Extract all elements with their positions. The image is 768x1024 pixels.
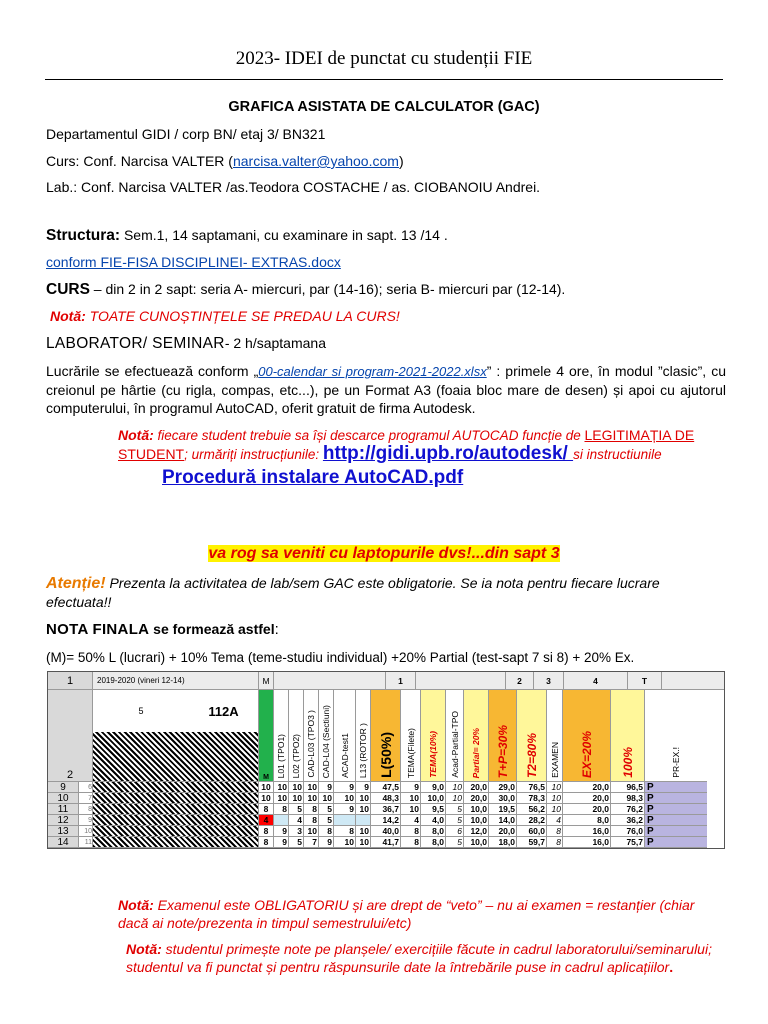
procedura-autocad-link[interactable]: Procedură instalare AutoCAD.pdf (162, 467, 464, 488)
col-header-label: T2=80% (524, 732, 539, 778)
col-4-marker: 4 (564, 672, 628, 690)
nota-autocad-text2: ; urmăriți instrucțiunile: (184, 447, 323, 462)
grade-cell: 8 (319, 826, 334, 837)
grade-cell: 4,0 (421, 815, 446, 826)
grade-cell: 47,5 (371, 782, 401, 793)
grade-cell (334, 815, 356, 826)
grade-cell: 6 (446, 826, 464, 837)
col-header-label: L02 (TPO2) (291, 733, 301, 778)
student-index: 7 (79, 793, 93, 804)
grade-cell: 5 (319, 815, 334, 826)
grade-cell: P (645, 837, 707, 848)
grade-cell: 8 (547, 826, 563, 837)
col-header-label: ACAD-test1 (339, 733, 350, 778)
curs-schedule-text: – din 2 in 2 sapt: seria A- miercuri, par (14-16); seria B- miercuri par (12-14). (89, 281, 566, 297)
grade-cell: 9,0 (421, 782, 446, 793)
col-header-17 (645, 690, 707, 782)
redacted-name (93, 815, 259, 826)
col-header-3 (304, 690, 319, 782)
nota-note (126, 940, 726, 976)
grade-cell: 20,0 (464, 782, 489, 793)
col-header-label: L01 (TPO1) (276, 733, 286, 778)
col-header-11 (464, 690, 489, 782)
grade-cell (274, 815, 289, 826)
grade-m: 8 (259, 804, 274, 815)
laborator-line (46, 334, 326, 353)
grade-cell: 8 (401, 837, 421, 848)
grade-cell: 10 (274, 793, 289, 804)
grade-cell: 29,0 (489, 782, 517, 793)
grade-cell: 20,0 (464, 793, 489, 804)
col-header-label: TEMA(10%) (428, 731, 438, 778)
col-header-15 (563, 690, 611, 782)
col-header-label: L13 (ROTOR ) (358, 722, 368, 778)
col-header-label: 100% (620, 747, 635, 778)
grade-cell: 41,7 (371, 837, 401, 848)
grade-cell: P (645, 826, 707, 837)
student-index: 8 (79, 804, 93, 815)
nota-autocad (118, 426, 724, 464)
grade-cell: 4 (289, 815, 304, 826)
structura-text: Sem.1, 14 saptamani, cu examinare in sapt. 13 /14 . (120, 227, 448, 243)
grade-cell: 28,2 (517, 815, 547, 826)
grade-cell: 9 (274, 826, 289, 837)
row-number: 13 (48, 826, 79, 837)
col-header-10 (446, 690, 464, 782)
grade-m: 4 (259, 815, 274, 826)
redacted-names (93, 732, 259, 782)
grade-cell: 10 (304, 826, 319, 837)
grade-cell: 10,0 (464, 837, 489, 848)
nota-label: Notă: (126, 941, 162, 957)
grade-cell: 9 (319, 837, 334, 848)
grade-cell: 9 (401, 782, 421, 793)
grade-cell: 10 (304, 793, 319, 804)
grade-cell: 10,0 (464, 804, 489, 815)
grade-cell: 14,0 (489, 815, 517, 826)
col-t-marker: T (628, 672, 662, 690)
nota-label: Notă: (118, 427, 154, 443)
row-header-1: 1 (48, 672, 93, 690)
grade-cell: 9 (319, 782, 334, 793)
col-header-9 (421, 690, 446, 782)
row-number: 11 (48, 804, 79, 815)
col-header-label: T+P=30% (495, 724, 510, 778)
course-title: GRAFICA ASISTATA DE CALCULATOR (GAC) (228, 99, 540, 115)
col-header-4 (319, 690, 334, 782)
grade-cell: 5 (289, 804, 304, 815)
redacted-name (93, 826, 259, 837)
row-number: 12 (48, 815, 79, 826)
grade-cell: 10,0 (421, 793, 446, 804)
structura-line (46, 226, 448, 245)
grade-cell: 18,0 (489, 837, 517, 848)
email-link[interactable]: narcisa.valter@yahoo.com (232, 153, 399, 169)
grade-cell (356, 815, 371, 826)
redacted-name (93, 782, 259, 793)
atentie-paragraph (46, 574, 726, 611)
structura-label: Structura: (46, 227, 121, 244)
grade-cell: 5 (446, 804, 464, 815)
laborator-text: - 2 h/saptamana (224, 335, 326, 351)
grade-cell: 30,0 (489, 793, 517, 804)
nota-finala-suffix: se formează astfel (149, 621, 275, 637)
nota-autocad-text3: si instructiunile (573, 447, 662, 462)
grade-cell: 9 (274, 837, 289, 848)
col-header-14 (547, 690, 563, 782)
col-header-label: Partial= 20% (471, 727, 481, 778)
grade-cell: 98,3 (611, 793, 645, 804)
col-header-8 (401, 690, 421, 782)
lucrari-post: ” : primele 4 ore, în modul ”clasic”, cu creionul pe hârtie (cu rigla, compas, etc...), pe un Format A3 (foaia bloc mare de desen) și apoi cu ajutorul computerului, în programul AutoCAD, oferit gratuit de firma Autodesk. (46, 363, 726, 416)
grade-cell: 76,2 (611, 804, 645, 815)
redacted-name (93, 793, 259, 804)
grade-cell: 5 (289, 837, 304, 848)
nota-finala-colon: : (274, 621, 279, 638)
col-3-marker: 3 (534, 672, 564, 690)
grade-cell: 5 (446, 815, 464, 826)
col-header-6 (356, 690, 371, 782)
grade-cell: 48,3 (371, 793, 401, 804)
col-header-label: EX=20% (579, 730, 594, 778)
student-index: 11 (79, 837, 93, 848)
grade-m: 8 (259, 826, 274, 837)
grade-cell: 3 (289, 826, 304, 837)
page-header: 2023- IDEI de punctat cu studenții FIE (235, 48, 533, 69)
grade-cell: 20,0 (563, 804, 611, 815)
grade-cell: 10 (274, 782, 289, 793)
col-2-marker: 2 (506, 672, 534, 690)
blank-top (274, 672, 386, 690)
grade-cell: 60,0 (517, 826, 547, 837)
grade-cell: 76,5 (517, 782, 547, 793)
grade-cell: 5 (446, 837, 464, 848)
laptop-notice (0, 545, 768, 563)
nota-examen (118, 896, 724, 932)
grade-cell: 5 (319, 804, 334, 815)
col-m-header: M (259, 690, 274, 782)
grade-cell: 20,0 (563, 782, 611, 793)
laptop-notice-text: va rog sa veniti cu laptopurile dvs!...din sapt 3 (208, 545, 560, 562)
grades-table (47, 671, 725, 849)
grade-cell: 75,7 (611, 837, 645, 848)
laborator-label: LABORATOR/ SEMINAR (46, 335, 225, 352)
grade-cell: 10,0 (464, 815, 489, 826)
grade-cell: 10 (356, 826, 371, 837)
nota-finala-heading (46, 621, 279, 638)
col-header-label: TEMA(Filete) (405, 727, 416, 778)
group-name: 112A (189, 690, 259, 732)
grade-cell: 40,0 (371, 826, 401, 837)
grade-cell: 10 (356, 837, 371, 848)
grade-cell: 12,0 (464, 826, 489, 837)
grade-cell: P (645, 804, 707, 815)
nota-note-end: . (669, 959, 674, 975)
grade-cell: 9 (334, 782, 356, 793)
grade-cell: 10 (401, 804, 421, 815)
col-m-top: M (259, 672, 274, 690)
lucrari-paragraph (46, 362, 726, 417)
grade-cell: 9,5 (421, 804, 446, 815)
header-divider (45, 79, 723, 80)
nota-label: Notă: (50, 308, 86, 324)
grade-cell: 10 (547, 782, 563, 793)
col-header-7 (371, 690, 401, 782)
grade-cell: 36,2 (611, 815, 645, 826)
grade-cell: 20,0 (563, 793, 611, 804)
col-1-marker: 1 (386, 672, 416, 690)
curs-suffix: ) (398, 153, 404, 169)
grade-cell: 8 (401, 826, 421, 837)
grade-cell: 10 (319, 793, 334, 804)
grade-cell: 10 (304, 782, 319, 793)
col-header-label: CAD-L03 (TPO3 ) (306, 710, 316, 778)
redacted-name (93, 837, 259, 848)
grade-cell: 8 (547, 837, 563, 848)
col-header-1 (274, 690, 289, 782)
grade-cell: 10 (547, 793, 563, 804)
grade-cell: 8 (274, 804, 289, 815)
grade-m: 10 (259, 793, 274, 804)
grade-cell: 96,5 (611, 782, 645, 793)
nota-autocad-text1: fiecare student trebuie sa își descarce programul AUTOCAD funcție de (153, 428, 585, 443)
autodesk-link[interactable]: http://gidi.upb.ro/autodesk/ (322, 443, 574, 464)
student-index: 10 (79, 826, 93, 837)
nota-examen-text: Examenul este OBLIGATORIU și are drept de “veto” – nu ai examen = restanțier (chiar dacă ai note/prezenta in timpul semestrului/etc) (118, 897, 695, 931)
grade-cell: 10 (334, 793, 356, 804)
lucrari-pre: Lucrările se efectuează conform „ (46, 363, 259, 379)
grade-cell: 8 (304, 815, 319, 826)
grade-cell: 14,2 (371, 815, 401, 826)
col-header-label: EXAMEN (549, 742, 560, 778)
grade-cell: 36,7 (371, 804, 401, 815)
grade-cell: 10 (356, 804, 371, 815)
grade-cell: 10 (334, 837, 356, 848)
grade-m: 10 (259, 782, 274, 793)
blank-top3 (662, 672, 724, 690)
grade-cell: 8,0 (421, 826, 446, 837)
student-index: 6 (79, 782, 93, 793)
grade-cell: 9 (356, 782, 371, 793)
nota-label: Notă: (118, 897, 154, 913)
row-number: 14 (48, 837, 79, 848)
grade-cell: 10 (356, 793, 371, 804)
grade-cell: 10 (401, 793, 421, 804)
col-header-label: CAD-L04 (Sectiuni) (321, 704, 331, 778)
col-header-label: PR-EX.! (671, 747, 681, 778)
grade-cell: 10 (289, 782, 304, 793)
grade-cell: P (645, 782, 707, 793)
grade-m: 8 (259, 837, 274, 848)
col-header-16 (611, 690, 645, 782)
curs-line (46, 152, 404, 170)
grade-cell: 8,0 (421, 837, 446, 848)
nota-text: TOATE CUNOȘTINȚELE SE PREDAU LA CURS! (85, 308, 400, 324)
nota-cunostinte (50, 307, 400, 325)
row-header-2: 2 (48, 690, 93, 782)
redacted-name (93, 804, 259, 815)
grade-cell: 10 (446, 793, 464, 804)
grade-cell: 4 (547, 815, 563, 826)
grade-cell: P (645, 815, 707, 826)
grade-cell: 8 (334, 826, 356, 837)
col-header-12 (489, 690, 517, 782)
blank-top2 (416, 672, 506, 690)
grade-cell: 10 (547, 804, 563, 815)
legitimatie-link[interactable]: LEGITIMAȚIA DE STUDENT (118, 427, 695, 462)
nota-finala-formula: (M)= 50% L (lucrari) + 10% Tema (teme-studiu individual) +20% Partial (test-sapt 7 si 8) + 20% Ex. (46, 650, 635, 665)
row-number: 9 (48, 782, 79, 793)
grade-cell: P (645, 793, 707, 804)
lab-staff-line: Lab.: Conf. Narcisa VALTER /as.Teodora COSTACHE / as. CIOBANOIU Andrei. (46, 179, 541, 195)
student-count: 5 (138, 706, 144, 716)
academic-year: 2019-2020 (vineri 12-14) (93, 672, 259, 690)
grade-cell: 76,0 (611, 826, 645, 837)
grade-cell: 78,3 (517, 793, 547, 804)
department-line: Departamentul GIDI / corp BN/ etaj 3/ BN321 (46, 126, 326, 142)
col-header-13 (517, 690, 547, 782)
col-header-2 (289, 690, 304, 782)
grade-cell: 16,0 (563, 837, 611, 848)
grade-cell: 16,0 (563, 826, 611, 837)
grade-cell: 59,7 (517, 837, 547, 848)
student-index: 9 (79, 815, 93, 826)
grade-cell: 20,0 (489, 826, 517, 837)
grade-cell: 10 (446, 782, 464, 793)
col-header-label: L(50%) (377, 732, 394, 778)
fisa-disciplinei-link[interactable]: conform FIE-FISA DISCIPLINEI- EXTRAS.docx (46, 254, 341, 270)
grade-cell: 8 (304, 804, 319, 815)
nota-finala-label: NOTA FINALA (46, 621, 150, 638)
col-header-5 (334, 690, 356, 782)
grade-cell: 8,0 (563, 815, 611, 826)
curs-schedule-line (46, 280, 565, 299)
grade-cell: 4 (401, 815, 421, 826)
curs-prefix: Curs: Conf. Narcisa VALTER ( (46, 153, 233, 169)
calendar-link[interactable]: 00-calendar si program-2021-2022.xlsx (258, 364, 487, 379)
row-number: 10 (48, 793, 79, 804)
grade-cell: 56,2 (517, 804, 547, 815)
grade-cell: 10 (289, 793, 304, 804)
nota-note-text: studentul primește note pe planșele/ exercițiile făcute in cadrul laboratorului/seminarului; studentul va fi punctat și pentru răspunsurile date la întrebările puse in cadrul aplicațiilor (126, 941, 712, 975)
grade-cell: 19,5 (489, 804, 517, 815)
col-header-label: Acad-Partial-TPO (449, 711, 460, 778)
atentie-label: Atenție! (46, 575, 106, 592)
grade-cell: 9 (334, 804, 356, 815)
curs-label: CURS (46, 281, 90, 298)
grade-cell: 7 (304, 837, 319, 848)
atentie-text: Prezenta la activitatea de lab/sem GAC este obligatorie. Se ia nota pentru fiecare lucrare efectuata!! (46, 575, 660, 610)
